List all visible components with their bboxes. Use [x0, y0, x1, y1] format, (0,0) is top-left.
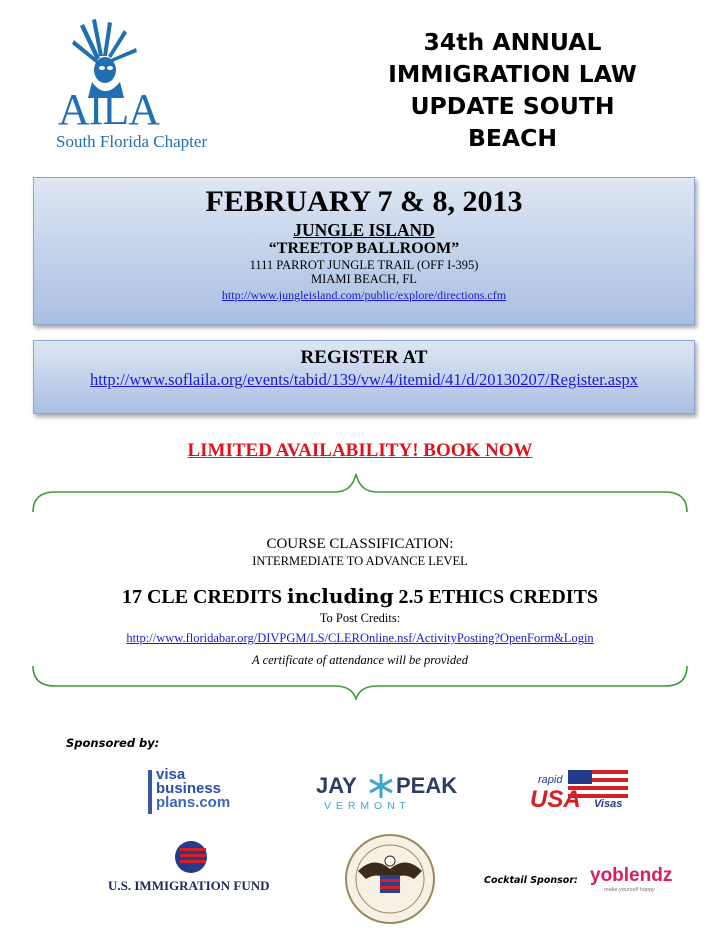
snowflake-icon — [368, 773, 394, 799]
visa-line-2: business — [156, 780, 222, 797]
register-heading: REGISTER AT — [300, 347, 428, 368]
rapid-usa-visas-logo — [528, 768, 658, 818]
register-link[interactable]: http://www.soflaila.org/events/tabid/139/vw/4/itemid/41/d/20130207/Register.aspx — [89, 370, 639, 389]
visa-line-3: plans.com — [156, 794, 231, 811]
yoblendz-text: yoblendz — [590, 865, 673, 886]
yoblendz-tagline: make yourself happy — [604, 887, 655, 893]
event-venue: JUNGLE ISLAND — [293, 220, 435, 240]
cle-credits — [0, 584, 720, 609]
jay-peak-logo — [316, 773, 466, 815]
address-line-1: 1111 PARROT JUNGLE TRAIL (OFF I-395) — [249, 258, 479, 272]
certificate-note: A certificate of attendance will be provided — [252, 653, 468, 667]
cocktail-sponsor-label: Cocktail Sponsor: — [484, 875, 578, 886]
sponsored-by-heading: Sponsored by: — [66, 736, 160, 750]
credits-ethics: 2.5 ETHICS CREDITS — [393, 586, 599, 608]
seal-logo — [344, 833, 436, 925]
logo-chapter: South Florida Chapter — [56, 132, 208, 151]
logo-acronym: AILA — [58, 85, 160, 134]
us-immigration-fund-logo — [108, 840, 283, 896]
visa-line-1: visa — [156, 766, 186, 783]
credits-including: including — [286, 584, 394, 608]
credits-count: 17 CLE CREDITS — [121, 586, 287, 608]
rapid-text: rapid — [538, 774, 563, 786]
immigration-fund-text: U.S. IMMIGRATION FUND — [108, 878, 270, 893]
peak-text: PEAK — [396, 773, 458, 798]
post-credits-link[interactable]: http://www.floridabar.org/DIVPGM/LS/CLEROnline.nsf/ActivityPosting?OpenForm&Login — [126, 631, 594, 645]
title-line-4: BEACH — [467, 124, 558, 152]
vermont-text: V E R M O N T — [324, 800, 407, 812]
usa-text: USA — [530, 786, 581, 813]
visas-text: Visas — [594, 798, 623, 810]
globe-icon — [170, 840, 212, 874]
limited-availability-notice: LIMITED AVAILABILITY! BOOK NOW — [187, 440, 533, 461]
title-line-2: IMMIGRATION LAW — [388, 60, 637, 88]
aila-logo — [50, 18, 250, 158]
event-ballroom: “TREETOP BALLROOM” — [268, 240, 460, 257]
page-title — [345, 26, 680, 154]
yoblendz-logo — [590, 865, 673, 897]
address-line-2: MIAMI BEACH, FL — [311, 272, 417, 286]
title-line-3: UPDATE SOUTH — [410, 92, 615, 120]
jay-text: JAY — [316, 773, 357, 798]
course-classification: COURSE CLASSIFICATION: — [266, 536, 454, 552]
directions-link[interactable]: http://www.jungleisland.com/public/explore/directions.cfm — [221, 288, 507, 302]
course-level: INTERMEDIATE TO ADVANCE LEVEL — [252, 554, 468, 568]
post-credits-label: To Post Credits: — [319, 611, 401, 625]
event-date: FEBRUARY 7 & 8, 2013 — [205, 185, 523, 218]
event-details-box — [33, 177, 695, 325]
visa-business-plans-logo — [148, 768, 248, 816]
title-line-1: 34th ANNUAL — [423, 28, 602, 56]
registration-box — [33, 340, 695, 414]
